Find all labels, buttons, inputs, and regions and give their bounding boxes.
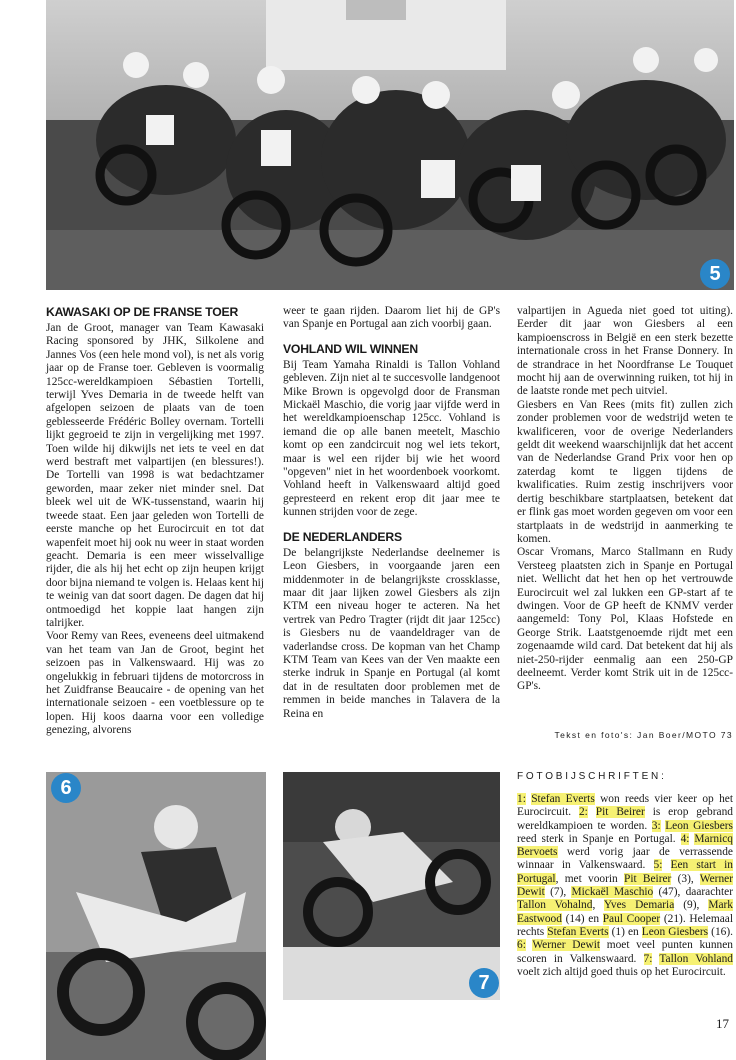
caption-text: (14) en xyxy=(561,912,603,925)
paragraph: Jan de Groot, manager van Team Kawasaki Racing sponsored by JHK, Silkolene and Jannes Vos (een hele mond vol), is net als vorig jaar op de Franse toer. Gebleven is voormalig 125cc-wereldkampioen Sébastien Tortelli, terwijl Yves Demaria in de tweede helft van afgelopen seizoen de plaats van de toen geblesseerde Frédéric Bolley overnam. Tortelli lijkt gegroeid te zijn in vergelijking met 1997. Toen wilde hij dikwijls net iets te veel en dat werd bestraft met valpartijen (en blessures!). De Tortelli van 1998 is wat bedachtzamer geworden, maar zeker niet minder snel. Dat bleek wel uit de WK-tussenstand, waarin hij tweede staat. Een jaar geleden won Tortelli de eerste manche op het Eurocircuit en tot dat wapenfeit moet hij ook nu weer in staat worden geacht. Demaria is een meer wisselvallige rijder, die als hij het echt op zijn heupen krijgt door bijna niemand te volgen is. Helaas kent hij te weinig van dat soort dagen. De dagen dat hij ontmoedigd het koppie laat hangen zijn talrijker. xyxy=(46,322,264,629)
paragraph: valpartijen in Agueda niet goed tot uiting). Eerder dit jaar won Giesbers al een kampioenscross in België en een sterk bezette internationale cross in het Franse Donnery. In de strandrace in het Noordfranse Le Touquet mocht hij aan de overwinning ruiken, tot hij in de laatste ronde met pech uitviel. xyxy=(517,305,733,398)
caption-name: Leon Giesbers xyxy=(665,819,733,832)
photo-number-badge-6: 6 xyxy=(51,773,81,803)
photo-rider-werner-dewit xyxy=(46,772,266,1060)
photo-captions xyxy=(517,793,733,979)
caption-text: , met voorin xyxy=(555,872,624,885)
caption-text: won reeds vier keer op het Eurocircuit. xyxy=(517,793,733,819)
caption-number: 6: xyxy=(517,939,526,952)
caption-name: Marnicq xyxy=(694,832,733,845)
caption-name: Tallon Vohland xyxy=(659,952,733,965)
caption-number: 7: xyxy=(643,952,653,965)
caption-text: moet veel punten kunnen scoren in Valkenswaard. xyxy=(517,939,733,965)
caption-name: Stefan Everts xyxy=(531,793,595,805)
caption-name: Tallon Vohalnd xyxy=(517,899,593,912)
caption-text: reed sterk in Spanje en Portugal. xyxy=(517,832,681,845)
caption-name: Mickaël Maschio xyxy=(571,886,654,899)
caption-text: (9), xyxy=(674,899,709,912)
article-column-2 xyxy=(283,305,500,721)
caption-name: Werner Dewit xyxy=(517,872,733,899)
caption-text: (47), daarachter xyxy=(653,886,733,899)
caption-number: 5: xyxy=(653,859,663,872)
photo-credit: Tekst en foto's: Jan Boer/MOTO 73 xyxy=(554,730,733,740)
page-number: 17 xyxy=(716,1016,729,1031)
article-column-1 xyxy=(46,305,264,738)
caption-number: 3: xyxy=(651,819,661,832)
paragraph: De belangrijkste Nederlandse deelnemer is Leon Giesbers, in voorgaande jaren een middenmoter in de belangrijkste crossklasse, maar dit jaar lijken zowel Giesbers als zijn KTM een niveau hoger te acteren. Na het vertrek van Pedro Tragter (rijdt dit jaar 125cc) is Giesbers nu de vaandeldrager van de vaderlandse cross. De kopman van het Champ KTM Team van Kees van der Ven maakte een sterke indruk in Spanje en Portugal (al komt dat in de resultaten door problemen met de remmen in beide manches in Talavera de la Reina en xyxy=(283,546,500,720)
caption-text: (3), xyxy=(671,872,700,885)
caption-name: Pit Beirer xyxy=(623,872,672,885)
caption-name: Pit Beirer xyxy=(595,806,645,819)
caption-text: , xyxy=(592,899,604,912)
caption-text: (21). Helemaal rechts xyxy=(517,912,733,938)
section-heading-vohland: VOHLAND WIL WINNEN xyxy=(283,341,418,356)
caption-phrase: Een start in Portugal xyxy=(517,859,733,885)
captions-title: FOTOBIJSCHRIFTEN: xyxy=(517,771,667,782)
paragraph: weer te gaan rijden. Daarom liet hij de GP's van Spanje en Portugal aan zich voorbij gaan. xyxy=(283,305,500,331)
caption-number: 4: xyxy=(680,832,690,845)
article-column-3 xyxy=(517,305,733,694)
caption-number: 1: xyxy=(517,793,526,805)
paragraph: Bij Team Yamaha Rinaldi is Tallon Vohland gebleven. Zijn niet al te succesvolle landgenoot Mike Brown is opgevolgd door de Fransman Mickaël Maschio, die vorig jaar vijfde werd in het wereldkampioenschap 125cc. Vohland is iemand die op alle banen meetelt, Maschio komt op een zandcircuit nog wel iets tekort, maar is wel een rijder bij wie het woord "opgeven" niet in het woordenboek voorkomt. Vohland heeft in Valkenswaard altijd goed gepresteerd en rekent erop dit jaar mee te kunnen strijden voor de zege. xyxy=(283,358,500,519)
paragraph: Oscar Vromans, Marco Stallmann en Rudy Versteeg plaatsten zich in Spanje en Portugal niet. Wellicht dat het hen op het vertrouwde Eurocircuit wel zal lukken een GP-start af te dwingen. Voor de GP heeft de KNMV verder aangemeld: Tony Pol, Klaas Hofstede en George Strik. Laatstgenoemde rijdt met een zogenaamde wild card. Dat betekent dat hij als niet-250-rijder eenmalig aan een 250-GP deelneemt. Verder komt Strik uit in de 125cc-GP's. xyxy=(517,546,733,693)
caption-name: Bervoets xyxy=(517,846,558,859)
caption-text: (7), xyxy=(544,886,572,899)
caption-text: (16). xyxy=(708,925,733,938)
caption-text: (1) en xyxy=(608,925,642,938)
caption-name: Stefan Everts xyxy=(547,925,609,938)
caption-name: Mark Eastwood xyxy=(517,899,734,925)
caption-number: 2: xyxy=(578,806,588,819)
photo-motocross-start xyxy=(46,0,734,290)
paragraph: Voor Remy van Rees, eveneens deel uitmakend van het team van Jan de Groot, begint het seizoen pas in Valkenswaard. Hij was zo ongelukkig in februari tijdens de motorcross in het Zuidfranse Beaucaire - de opening van het internationale seizoen - een voetblessure op te lopen. Hij koos daarna voor een volledige genezing, alvorens xyxy=(46,630,264,737)
photo-number-badge-5: 5 xyxy=(700,259,730,289)
caption-name: Leon Giesbers xyxy=(641,925,709,938)
caption-name: Paul Cooper xyxy=(602,912,661,925)
caption-name: Yves Demaria xyxy=(603,899,675,912)
section-heading-nederlanders: DE NEDERLANDERS xyxy=(283,529,402,544)
paragraph: Giesbers en Van Rees (mits fit) zullen zich zonder problemen voor de wedstrijd weten te kwalificeren, voor de overige Nederlanders geldt dit weekend waarschijnlijk dat het accent van de Nederlandse Grand Prix voor hen op zaterdag komt te liggen tijdens de kwalificaties. Ruim zestig inschrijvers voor dertig beschikbare startplaatsen, betekent dat er flink gas moet worden gegeven om voor een startplaats in de wedstrijd in aanmerking te komen. xyxy=(517,398,733,545)
caption-text: werd vorig jaar de verrassende winnaar in Valkenswaard. xyxy=(517,846,733,872)
photo-rider-tallon-vohland xyxy=(283,772,500,1000)
caption-name: Werner Dewit xyxy=(532,939,601,952)
caption-text: voelt zich altijd goed thuis op het Eurocircuit. xyxy=(517,965,726,978)
caption-text: is erop gebrand wereldkampioen te worden. xyxy=(517,806,733,832)
photo-number-badge-7: 7 xyxy=(469,968,499,998)
section-heading-kawasaki: KAWASAKI OP DE FRANSE TOER xyxy=(46,305,239,319)
